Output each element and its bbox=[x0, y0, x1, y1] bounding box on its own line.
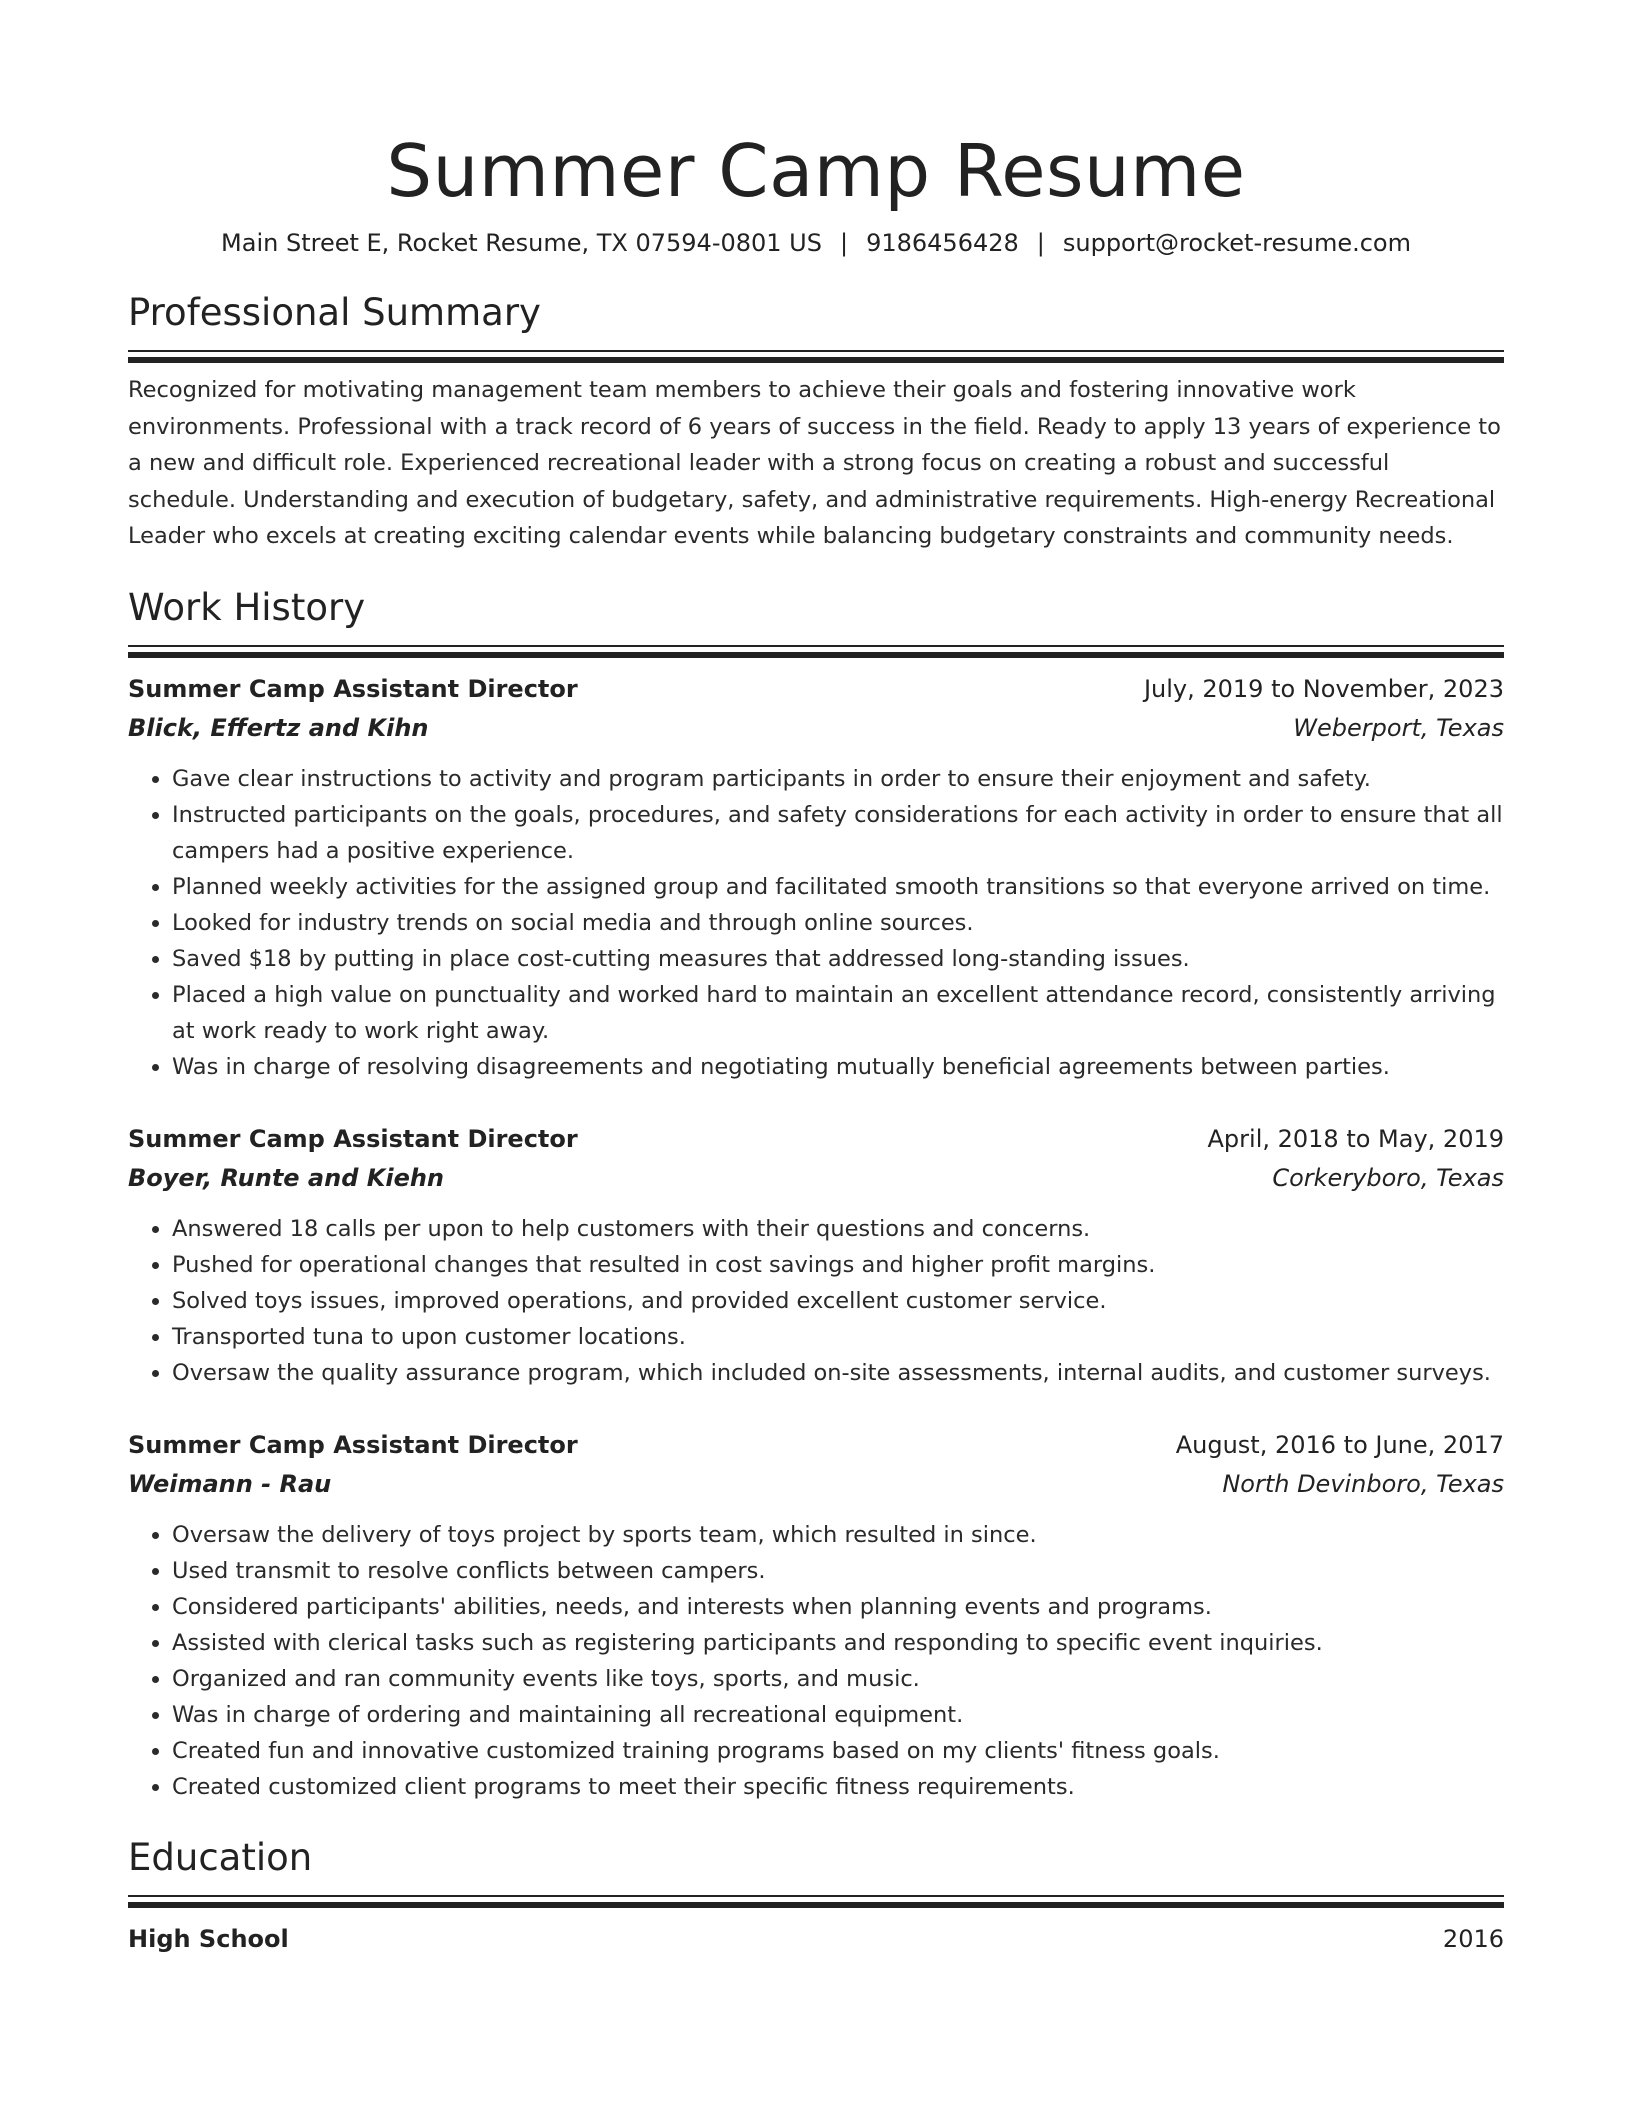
job-location: North Devinboro, Texas bbox=[1222, 1469, 1504, 1498]
section-divider bbox=[128, 1895, 1504, 1897]
list-item: • Considered participants' abilities, needs, and interests when planning events and programs. bbox=[172, 1589, 1504, 1625]
list-item: • Gave clear instructions to activity and program participants in order to ensure their enjoyment and safety. bbox=[172, 761, 1504, 797]
section-title-work: Work History bbox=[128, 585, 366, 629]
job-bullets bbox=[128, 761, 1504, 1085]
contact-separator: | bbox=[839, 229, 849, 257]
list-item: • Created customized client programs to meet their specific fitness requirements. bbox=[172, 1769, 1504, 1805]
resume-title: Summer Camp Resume bbox=[386, 129, 1246, 213]
section-title-education: Education bbox=[128, 1835, 313, 1879]
professional-summary-section bbox=[128, 290, 1504, 555]
job-bullets bbox=[128, 1517, 1504, 1805]
job-title: Summer Camp Assistant Director bbox=[128, 1124, 578, 1153]
section-title-summary: Professional Summary bbox=[128, 291, 541, 334]
list-item: • Organized and ran community events like toys, sports, and music. bbox=[172, 1661, 1504, 1697]
list-item: • Planned weekly activities for the assigned group and facilitated smooth transitions so that everyone arrived on time. bbox=[172, 869, 1504, 905]
job-dates: August, 2016 to June, 2017 bbox=[1175, 1430, 1504, 1459]
list-item: • Assisted with clerical tasks such as registering participants and responding to specific event inquiries. bbox=[172, 1625, 1504, 1661]
job-location: Weberport, Texas bbox=[1293, 713, 1504, 742]
list-item: • Placed a high value on punctuality and worked hard to maintain an excellent attendance record, consistently arriving at work ready to work right away. bbox=[172, 977, 1504, 1049]
job-company: Weimann - Rau bbox=[128, 1469, 332, 1498]
list-item: • Was in charge of resolving disagreements and negotiating mutually beneficial agreements between parties. bbox=[172, 1049, 1504, 1085]
list-item: • Transported tuna to upon customer locations. bbox=[172, 1319, 1504, 1355]
list-item: • Used transmit to resolve conflicts between campers. bbox=[172, 1553, 1504, 1589]
job-dates: July, 2019 to November, 2023 bbox=[1143, 674, 1504, 703]
job-title: Summer Camp Assistant Director bbox=[128, 1430, 578, 1459]
summary-text: Recognized for motivating management team members to achieve their goals and fostering innovative work environments. Professional with a track record of 6 years of success in the field. Ready to apply 13 years of experience to a new and difficult role. Experienced recreational leader with a strong focus on creating a robust and successful schedule. Understanding and execution of budgetary, safety, and administrative requirements. High-energy Recreational Leader who excels at creating exciting calendar events while balancing budgetary constraints and community needs. bbox=[128, 377, 1501, 549]
list-item: • Instructed participants on the goals, procedures, and safety considerations for each activity in order to ensure that all campers had a positive experience. bbox=[172, 797, 1504, 869]
job-dates: April, 2018 to May, 2019 bbox=[1207, 1124, 1504, 1153]
education-section bbox=[128, 1835, 1504, 1959]
job-entry bbox=[128, 1425, 1504, 1805]
job-company: Boyer, Runte and Kiehn bbox=[128, 1163, 445, 1192]
work-history-section bbox=[128, 585, 1504, 1805]
job-title: Summer Camp Assistant Director bbox=[128, 674, 578, 703]
section-divider bbox=[128, 350, 1504, 352]
list-item: • Created fun and innovative customized training programs based on my clients' fitness goals. bbox=[172, 1733, 1504, 1769]
education-year: 2016 bbox=[1442, 1924, 1504, 1953]
list-item: • Oversaw the quality assurance program, which included on-site assessments, internal audits, and customer surveys. bbox=[172, 1355, 1504, 1391]
job-entry bbox=[128, 669, 1504, 1085]
contact-email: support@rocket-resume.com bbox=[1062, 229, 1411, 257]
contact-address: Main Street E, Rocket Resume, TX 07594-0801 US bbox=[221, 229, 822, 257]
job-location: Corkeryboro, Texas bbox=[1272, 1163, 1504, 1192]
list-item: • Oversaw the delivery of toys project by sports team, which resulted in since. bbox=[172, 1517, 1504, 1553]
list-item: • Pushed for operational changes that resulted in cost savings and higher profit margins. bbox=[172, 1247, 1504, 1283]
list-item: • Solved toys issues, improved operations, and provided excellent customer service. bbox=[172, 1283, 1504, 1319]
contact-separator: | bbox=[1036, 229, 1045, 257]
job-company: Blick, Effertz and Kihn bbox=[128, 713, 429, 742]
list-item: • Saved $18 by putting in place cost-cutting measures that addressed long-standing issues. bbox=[172, 941, 1504, 977]
job-bullets bbox=[128, 1211, 1504, 1391]
section-divider bbox=[128, 645, 1504, 647]
job-entry bbox=[128, 1119, 1504, 1391]
list-item: • Looked for industry trends on social media and through online sources. bbox=[172, 905, 1504, 941]
education-degree: High School bbox=[128, 1924, 289, 1953]
list-item: • Was in charge of ordering and maintaining all recreational equipment. bbox=[172, 1697, 1504, 1733]
contact-phone: 9186456428 bbox=[866, 229, 1019, 257]
list-item: • Answered 18 calls per upon to help customers with their questions and concerns. bbox=[172, 1211, 1504, 1247]
contact-line bbox=[128, 226, 1504, 260]
